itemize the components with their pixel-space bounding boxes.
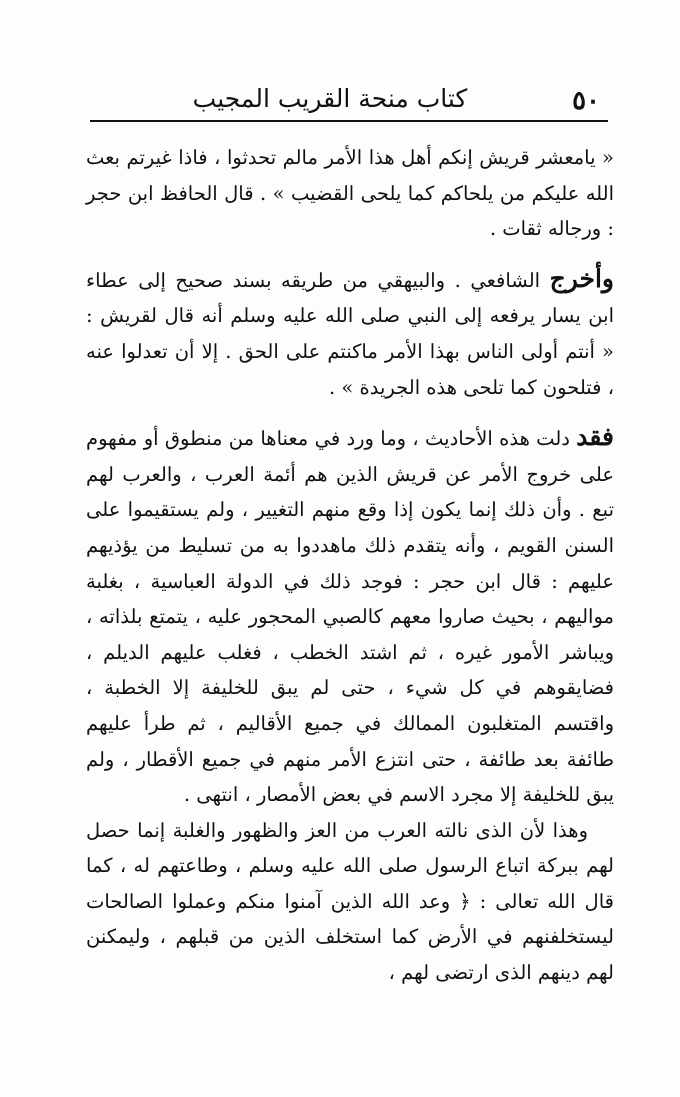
- paragraph-lead-word: فقد: [576, 422, 614, 452]
- paragraph-lead-word: وأخرج: [549, 263, 614, 293]
- paragraph-hadith-quote: [86, 140, 614, 247]
- body-text: [86, 140, 614, 991]
- paragraph-text: دلت هذه الأحاديث ، وما ورد في معناها من منطوق أو مفهوم على خروج الأمر عن قريش الذين هم أئمة العرب ، والعرب لهم تبع . وأن ذلك إنما يكون إذا وقع منهم التغيير ، ولم يستقيموا على السنن القويم ، وأنه يتقدم ذلك ماهددوا به من تسليط من يؤذيهم عليهم : قال ابن حجر : فوجد ذلك في الدولة العباسية ، بغلبة مواليهم ، بحيث صاروا معهم كالصبي المحجور عليه ، يتمتع بلذاته ، ويباشر الأمور غيره ، ثم اشتد الخطب ، فغلب عليهم الديلم ، فضايقوهم في كل شيء ، حتى لم يبق للخليفة إلا الخطبة ، واقتسم المتغلبون الممالك في جميع الأقاليم ، ثم طرأ عليهم طائفة بعد طائفة ، حتى انتزع الأمر منهم في جميع الأقطار ، ولم يبق للخليفة إلا مجرد الاسم في بعض الأمصار ، انتهى .: [86, 427, 614, 807]
- page-header: [60, 80, 600, 124]
- paragraph-text: الشافعي . والبيهقي من طريقه بسند صحيح إلى عطاء ابن يسار يرفعه إلى النبي صلى الله عليه وسلم أنه قال لقريش : « أنتم أولى الناس بهذا الأمر ماكنتم على الحق . إلا أن تعدلوا عنه ، فتلحون كما تلحى هذه الجريدة » .: [86, 268, 614, 399]
- paragraph-quran-citation: [86, 813, 614, 991]
- header-rule: [90, 120, 608, 122]
- paragraph-commentary: [86, 419, 614, 813]
- paragraph-shafii-narration: [86, 261, 614, 405]
- paragraph-text: « يامعشر قريش إنكم أهل هذا الأمر مالم تحدثوا ، فاذا غيرتم بعث الله عليكم من يلحاكم كما يلحى القضيب » . قال الحافظ ابن حجر : ورجاله ثقات .: [86, 146, 614, 241]
- running-title: كتاب منحة القريب المجيب: [192, 84, 468, 113]
- paragraph-text: وهذا لأن الذى نالته العرب من العز والظهور والغلبة إنما حصل لهم ببركة اتباع الرسول صلى الله عليه وسلم ، وطاعتهم له ، كما قال الله تعالى : ﴿ وعد الله الذين آمنوا منكم وعملوا الصالحات ليستخلفنهم في الأرض كما استخلف الذين من قبلهم ، وليمكنن لهم دينهم الذى ارتضى لهم ،: [86, 818, 614, 985]
- page-number: ٥٠: [572, 86, 600, 116]
